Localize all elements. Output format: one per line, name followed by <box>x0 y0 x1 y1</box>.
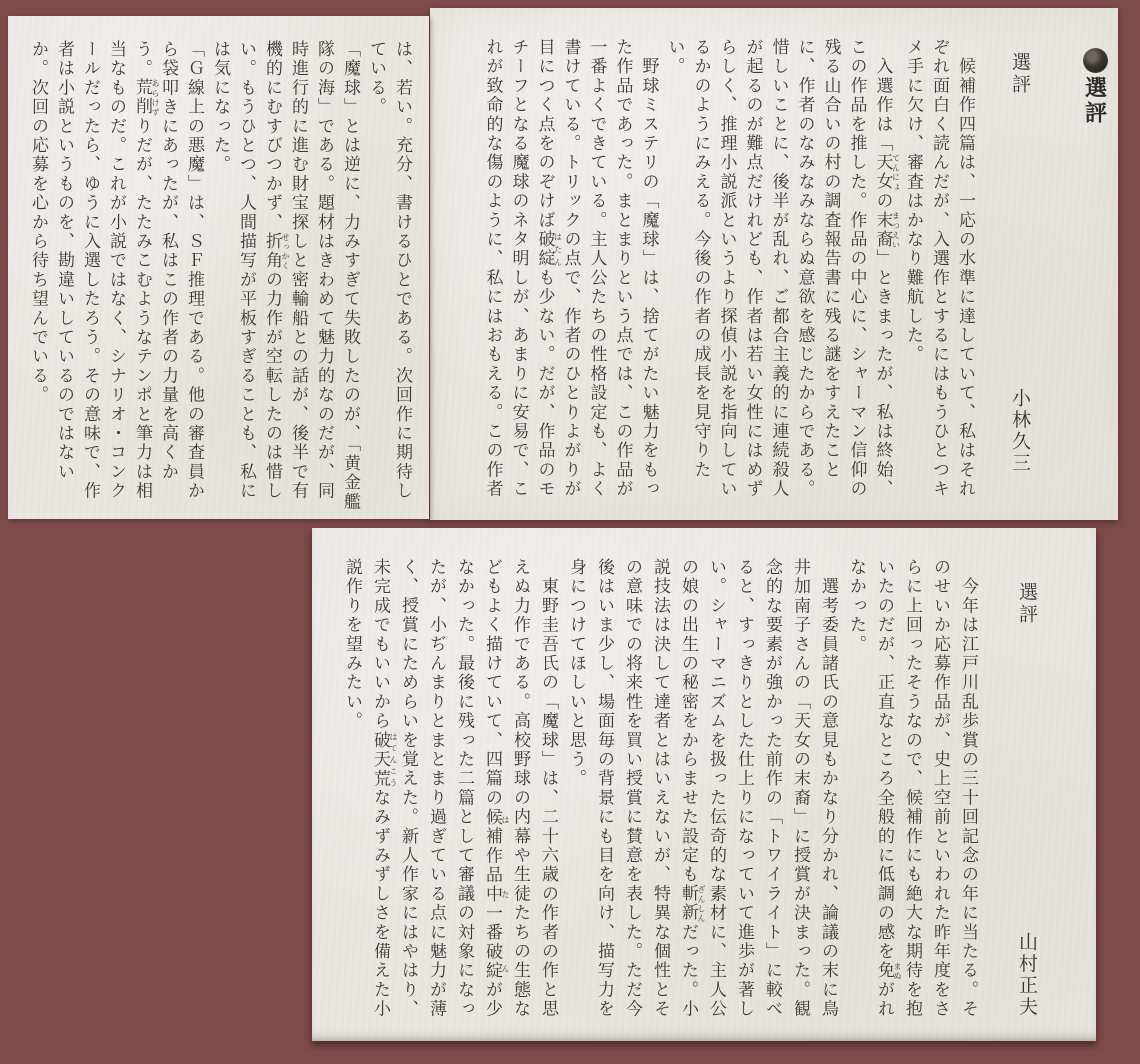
body-paragraph: 候補作四篇は、一応の水準に達していて、私はそれぞれ面白く読んだが、入選作とするにはもうひとつキメ手に欠け、審査はかなり難航した。 <box>904 38 975 499</box>
clipping-kobayashi-main <box>430 8 1118 520</box>
body-paragraph: は、若い。充分、書けるひとである。次回作に期待している。 <box>367 40 412 501</box>
author-name: 小林久三 <box>1009 388 1030 475</box>
vertical-text-flow <box>8 16 429 519</box>
body-paragraph: 野球ミステリの「魔球」は、捨てがたい魅力をもった作品であった。まとまりという点では、この作品が一番よくできている。主人公たちの性格設定も、よく書けている。トリックの点で、作者のひとりよがりが目につく点をのぞけば破綻 はたんも少ない。だが、作品のモチーフとなる魔球のネタ明しが、あまりに安易で、これが致命的な傷のように、私にはおもえる。この作者 <box>483 38 659 499</box>
vertical-text-flow <box>312 528 1096 1041</box>
review-heading: 選評 <box>1016 582 1037 626</box>
clipping-yamamura <box>312 528 1096 1041</box>
body-paragraph: 「Ｇ線上の悪魔」は、ＳＦ推理である。他の審査員から袋叩きにあったが、私はこの作者の力量を高くかう。荒削 あらけずりだが、たたみこむようなテンポと筆力は相当なものだ。これが小説ではなく、シナリオ・コンクールだったら、ゆうに入選したろう。その意味で、作者は小説というものを、勘違いしているのではないか。次回の応募を心から待ち望んでいる。 <box>29 40 204 501</box>
review-heading: 選評 <box>1009 52 1030 96</box>
body-paragraph: 東野圭吾氏の「魔球」は、二十六歳の作者の作と思えぬ力作である。高校野球の内幕や生徒たちの生態などもよく描けていて、四篇の候補作品中一番破綻 はたんが少なかった。最後に残った二篇として審議の対象になったが、小ぢんまりとまとまり過ぎている点に魅力が薄く、授賞にためらいを覚えた。新人作家にはやはり、未完成でもいいから破天荒 はてんこうなみずみずしさを備えた小説作りを望みたい。 <box>343 558 558 1019</box>
heading-column <box>1012 558 1040 1024</box>
body-paragraph: 「魔球」とは逆に、力みすぎて失敗したのが、「黄金艦隊の海」である。題材はきわめて魅力的なのだが、同時進行的に進む財宝探しと密輸船との話が、後半で有機的にむすびつかず、折角 せっかくの力作が空転したのは惜しい。もうひとつ、人間描写が平板すぎることも、私には気になった。 <box>211 40 360 512</box>
body-paragraph: 今年は江戸川乱歩賞の三十回記念の年に当たる。そのせいか応募作品が、史上空前といわれた昨年度をさらに上回ったそうなので、候補作にも絶大な期待を抱いたのだが、正直なところ全般的に低調の感を免 まぬがれなかった。 <box>847 558 978 1019</box>
magazine-section-header <box>1080 48 1110 126</box>
body-paragraph: 選考委員諸氏の意見もかなり分かれ、論議の末に鳥井加南子さんの「天女の末裔」に授賞が決まった。観念的な要素が強かった前作の「トワイライト」に較べると、すっきりとした仕上りになっていて進歩が著しい。シャーマニズムを扱った伝奇的な素材に、主人公の娘の出生の秘密をからませた設定も斬新 ざんしんだった。小説技法は決して達者とはいえないが、特異な個性とその意味での将来性を買い授賞に賛意を表した。ただ今後はいま少し、場面毎の背景にも目を向け、描写力を身につけてほしいと思う。 <box>567 558 838 1019</box>
body-paragraph: 入選作は「天女 てんにょの末裔 まつえい」ときまったが、私は終始、この作品を推した。作品の中心に、シャーマン信仰の残る山合いの村の調査報告書に残る謎をすえたことに、作者のなみなみならぬ意欲を感じたからである。惜しいことに、後半が乱れ、ご都合主義的に連続殺人が起るのが難点だけれども、作者は若い女性にはめずらしく、推理小説派というより探偵小説を指向しているかのようにみえる。今後の作者の成長を見守りたい。 <box>665 38 901 499</box>
heading-column <box>1006 38 1032 504</box>
section-mark-icon <box>1083 48 1108 73</box>
clipping-kobayashi-continuation <box>8 16 429 519</box>
vertical-text-flow <box>430 8 1118 520</box>
section-mark-label: 選評 <box>1082 76 1108 126</box>
author-name: 山村正夫 <box>1016 932 1037 1019</box>
